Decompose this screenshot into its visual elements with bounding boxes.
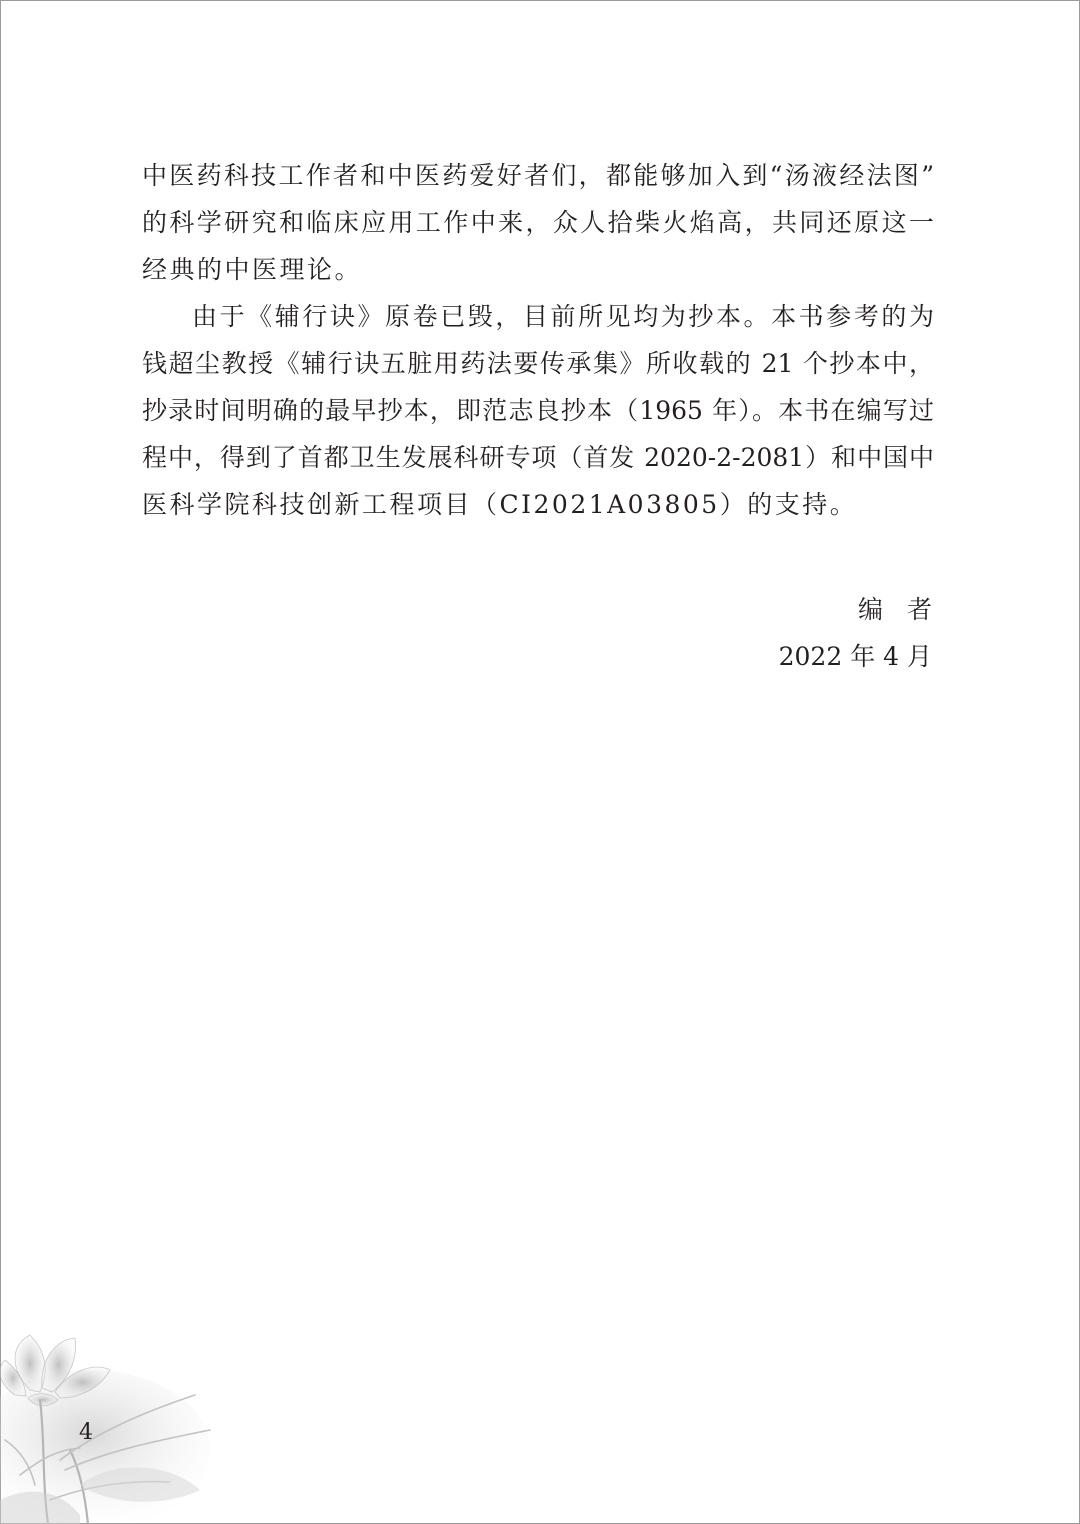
paragraph-1-line-1: 中医药科技工作者和中医药爱好者们，都能够加入到“汤液经法图” [142, 161, 934, 190]
signature-editor: 编者 [857, 595, 956, 624]
paragraph-1-line-3: 经典的中医理论。 [142, 255, 363, 284]
signature-block [778, 586, 956, 680]
paragraph-2-line-5: 医科学院科技创新工程项目（CI2021A03805）的支持。 [142, 490, 858, 519]
body-text [142, 152, 934, 528]
lotus-ink-painting-icon [0, 1300, 300, 1524]
paragraph-2-line-3: 抄录时间明确的最早抄本，即范志良抄本（1965 年）。本书在编写过 [142, 396, 934, 425]
paragraph-2-line-1: 由于《辅行诀》原卷已毁，目前所见均为抄本。本书参考的为 [192, 302, 934, 331]
paragraph-2-line-4: 程中，得到了首都卫生发展科研专项（首发 2020-2-2081）和中国中 [142, 443, 934, 472]
paragraph-1-line-2: 的科学研究和临床应用工作中来，众人拾柴火焰高，共同还原这一 [142, 208, 934, 237]
page-number: 4 [79, 1420, 93, 1445]
signature-date: 2022 年 4 月 [778, 642, 932, 671]
paragraph-2-line-2: 钱超尘教授《辅行诀五脏用药法要传承集》所收载的 21 个抄本中， [142, 349, 934, 378]
